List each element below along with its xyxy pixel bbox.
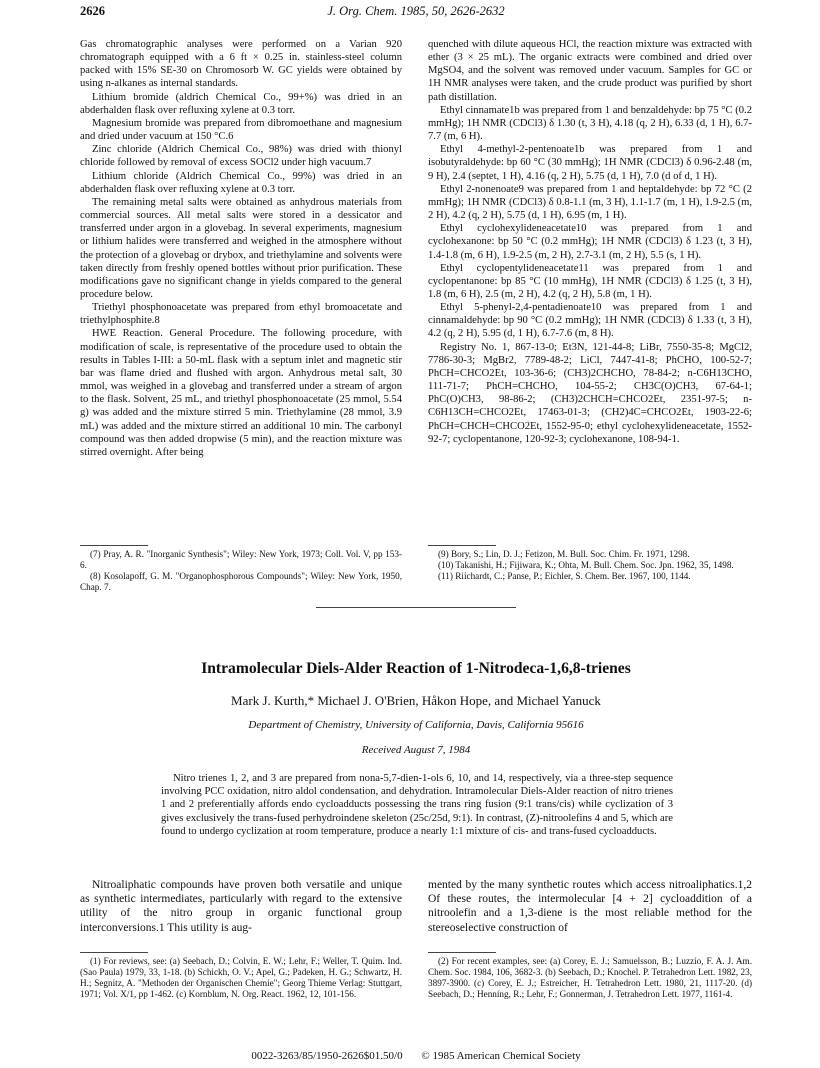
footnote: (2) For recent examples, see: (a) Corey, E. J.; Samuelsson, B.; Luzzio, F. A. J. Am. Chem. Soc. 1984, 106, 3682-3. (b) Seebach, D.; Knochel. P. Tetrahedron Lett. 1982, 23, 3897-3900. (c) Corey, E. J.; Estreicher, H. Tetrahedron Lett. 1980, 21, 1117-20. (d) Seebach, D.; Henning, R.; Lehr, F.; Gonnerman, J. Tetrahedron Lett. 1977, 1161-4. — [428, 956, 752, 999]
page-footer — [80, 1050, 752, 1062]
footnote: (1) For reviews, see: (a) Seebach, D.; Colvin, E. W.; Lehr, F.; Weller, T. Quim. Ind. (Sao Paula) 1979, 33, 1-18. (b) Schickh, O. V.; Apel, G.; Padeken, H. G.; Schwartz, H. H.; Segnitz, A. "Methoden der Organischen Chemie"; Georg Thieme Verlag: Stuttgart, 1971; Vol. X/1, pp 1-462. (c) Kornblum, N. Org. React. 1962, 12, 101-156. — [80, 956, 402, 999]
abstract — [161, 772, 673, 838]
paragraph: Ethyl 5-phenyl-2,4-pentadienoate10 was prepared from 1 and cinnamaldehyde: bp 90 °C (0.2 mmHg); 1H NMR (CDCl3) δ 1.33 (t, 3 H), 4.2 (q, 2 H), 5.95 (d, 1 H), 6.7-7.6 (m, 8 H). — [428, 302, 752, 340]
paragraph: HWE Reaction. General Procedure. The following procedure, with modification of scale, is representative of the procedure used to obtain the results in Tables I-III: a 50-mL flask with a septum inlet and magnetic stir bar was flame dried and flushed with argon. Anhydrous metal salt, 30 mmol, was weighed in a glovebag and transferred under a stream of argon to the flask. Solvent, 25 mL, and triethyl phosphonoacetate (25 mmol, 5.54 g) was added and the mixture stirred 5 min. Triethylamine (28 mmol, 3.9 mL) was added and the mixture stirred an additional 10 min. The carbonyl compound was then added dropwise (5 min), and the reaction mixture was stirred overnight. After being — [80, 328, 402, 458]
paragraph: The remaining metal salts were obtained as anhydrous materials from commercial sources. All metal salts were stored in a dessicator and transferred under argon in a glovebag. In several experiments, magnesium or lithium halides were transferred and weighed in the atmosphere without the protection of a glovebag or drybox, and triethylamine and solvents were taken directly from freshly opened bottles without prior purification. These modifications gave no significant change in yields compared to the general procedure below. — [80, 196, 402, 300]
right-column-experimental — [428, 38, 752, 446]
paragraph: Magnesium bromide was prepared from dibromoethane and magnesium and dried under vacuum at 150 °C.6 — [80, 117, 402, 143]
footnote-rule — [80, 545, 148, 546]
paragraph: Ethyl cyclohexylideneacetate10 was prepared from 1 and cyclohexanone: bp 50 °C (0.2 mmHg); 1H NMR (CDCl3) δ 1.23 (t, 3 H), 1.4-1.8 (m, 6 H), 1.9-2.5 (m, 2 H), 2.7-3.1 (m, 2 H), 5.5 (s, 1 H). — [428, 223, 752, 261]
paragraph: mented by the many synthetic routes which access nitroaliphatics.1,2 Of these routes, the intermolecular [4 + 2] cycloaddition of a nitroolefin and a 1,3-diene is the most reliable method for the stereoselective construction of — [428, 879, 752, 934]
footnote-rule — [428, 545, 496, 546]
paragraph: Ethyl cinnamate1b was prepared from 1 and benzaldehyde: bp 75 °C (0.2 mmHg); 1H NMR (CDCl3) δ 1.30 (t, 3 H), 4.18 (q, 2 H), 6.33 (d, 1 H), 6.7-7.7 (m, 6 H). — [428, 104, 752, 143]
footnote: (8) Kosolapoff, G. M. "Organophosphorous Compounds"; Wiley: New York, 1950, Chap. 7. — [80, 571, 402, 592]
section-divider — [316, 607, 516, 608]
journal-citation: J. Org. Chem. 1985, 50, 2626-2632 — [327, 4, 505, 18]
paragraph: Triethyl phosphonoacetate was prepared from ethyl bromoacetate and triethylphosphite.8 — [80, 302, 402, 327]
registry-numbers: Registry No. 1, 867-13-0; Et3N, 121-44-8; LiBr, 7550-35-8; MgCl2, 7786-30-3; MgBr2, 7789-48-2; LiCl, 7447-41-8; PhCHO, 100-52-7; PhCH=CHCO2Et, 103-36-6; (CH3)2CHCHO, 78-84-2; n-C6H13CHO, 111-71-7; PhCH=CHCHO, 104-55-2; CH3C(O)CH3, 67-64-1; PhC(O)CH3, 98-86-2; (CH3)2CHCH=CHCO2Et, 2351-97-5; n-C6H13CH=CHCO2Et, 17463-01-3; (CH2)4C=CHCO2Et, 1903-22-6; PhCH=CHCH=CHCO2Et, 1552-95-0; ethyl cyclohexylideneacetate, 1552-92-7; cyclopentanone, 120-92-3; cyclohexanone, 108-94-1. — [428, 341, 752, 445]
abstract-text: Nitro trienes 1, 2, and 3 are prepared from nona-5,7-dien-1-ols 6, 10, and 14, respectively, via a three-step sequence involving PCC oxidation, nitro aldol condensation, and dehydration. Intramolecular Diels-Alder reaction of nitro trienes 1 and 2 preferentially affords endo cycloadducts possessing the trans ring fusion (9:1 trans/cis) while cyclization of 3 gives exclusively the trans-fused perhydroindene skeleton (25c/25d, 9:1). In contrast, (Z)-nitroolefins 4 and 5, which are found to undergo cyclization at room temperature, produce a nearly 1:1 mixture of cis- and trans-fused cycloadducts. — [161, 773, 673, 837]
paragraph: Ethyl 4-methyl-2-pentenoate1b was prepared from 1 and isobutyraldehyde: bp 60 °C (30 mmHg); 1H NMR (CDCl3) δ 0.96-2.48 (m, 9 H), 2.4 (septet, 1 H), 4.16 (q, 2 H), 5.75 (d, 1 H), 7.0 (d of d, 1 H). — [428, 144, 752, 182]
paragraph: quenched with dilute aqueous HCl, the reaction mixture was extracted with ether (3 × 25 mL). The organic extracts were combined and dried over MgSO4, and the solvent was removed under vacuum. Samples for GC or 1H NMR analyses were taken, and the crude product was purified by short path distillation. — [428, 39, 752, 103]
footnotes-left — [80, 549, 402, 593]
footnote: (10) Takanishi, H.; Fijiwara, K.; Ohta, M. Bull. Chem. Soc. Jpn. 1962, 35, 1498. — [438, 560, 734, 570]
footnote: (11) Riichardt, C.; Panse, P.; Eichler, S. Chem. Ber. 1967, 100, 1144. — [438, 571, 691, 581]
paragraph: Zinc chloride (Aldrich Chemical Co., 98%) was dried with thionyl chloride followed by removal of excess SOCl2 under high vacuum.7 — [80, 144, 402, 169]
footnotes-right — [428, 549, 752, 582]
page-number: 2626 — [80, 4, 105, 18]
affiliation: Department of Chemistry, University of California, Davis, California 95616 — [248, 719, 584, 731]
paragraph: Lithium bromide (aldrich Chemical Co., 99+%) was dried in an abderhalden flask over refluxing xylene at 0.3 torr. — [80, 91, 402, 116]
article-authors: Mark J. Kurth,* Michael J. O'Brien, Håkon Hope, and Michael Yanuck — [231, 693, 601, 708]
footnotes-bottom-left — [80, 956, 402, 1000]
left-column-experimental — [80, 38, 402, 459]
running-header — [80, 4, 752, 22]
intro-left — [80, 878, 402, 935]
copyright: © 1985 American Chemical Society — [421, 1050, 581, 1062]
paragraph: Gas chromatographic analyses were performed on a Varian 920 chromatograph equipped with a 6 ft × 0.25 in. stainless-steel column packed with 15% SE-30 on Chromosorb W. GC yields were obtained by using n-alkanes as internal standards. — [80, 39, 402, 90]
footnotes-bottom-right — [428, 956, 752, 1000]
footnote-rule — [80, 952, 148, 953]
paragraph: Ethyl 2-nonenoate9 was prepared from 1 and heptaldehyde: bp 72 °C (2 mmHg); 1H NMR (CDCl3) δ 0.8-1.1 (m, 3 H), 1.1-1.7 (m, 1 H), 1.9-2.5 (m, 2 H), 4.2 (q, 2 H), 5.75 (d, 1 H), 6.95 (m, 1 H). — [428, 183, 752, 222]
footnote: (7) Pray, A. R. "Inorganic Synthesis"; Wiley: New York, 1973; Coll. Vol. V, pp 153-6. — [80, 549, 402, 570]
received-date: Received August 7, 1984 — [361, 744, 471, 756]
intro-right — [428, 878, 752, 935]
paragraph: Nitroaliphatic compounds have proven both versatile and unique as synthetic intermediates, particularly with regard to the extensive utility of the nitro group in organic functional group interconversions.1 This utility is aug- — [80, 879, 402, 934]
article-title: Intramolecular Diels-Alder Reaction of 1-Nitrodeca-1,6,8-trienes — [201, 660, 631, 677]
footnote: (9) Bory, S.; Lin, D. J.; Fetizon, M. Bull. Soc. Chim. Fr. 1971, 1298. — [438, 549, 690, 559]
article-code: 0022-3263/85/1950-2626$01.50/0 — [251, 1050, 403, 1062]
paragraph: Lithium chloride (Aldrich Chemical Co., 99%) was dried in an abderhalden flask over refluxing xylene at 0.3 torr. — [80, 170, 402, 195]
footnote-rule — [428, 952, 496, 953]
paragraph: Ethyl cyclopentylideneacetate11 was prepared from 1 and cyclopentanone: bp 85 °C (10 mmHg), 1H NMR (CDCl3) δ 1.25 (t, 3 H), 1.8 (m, 6 H), 2.5 (m, 2 H), 4.2 (q, 2 H), 5.8 (m, 1 H). — [428, 262, 752, 300]
